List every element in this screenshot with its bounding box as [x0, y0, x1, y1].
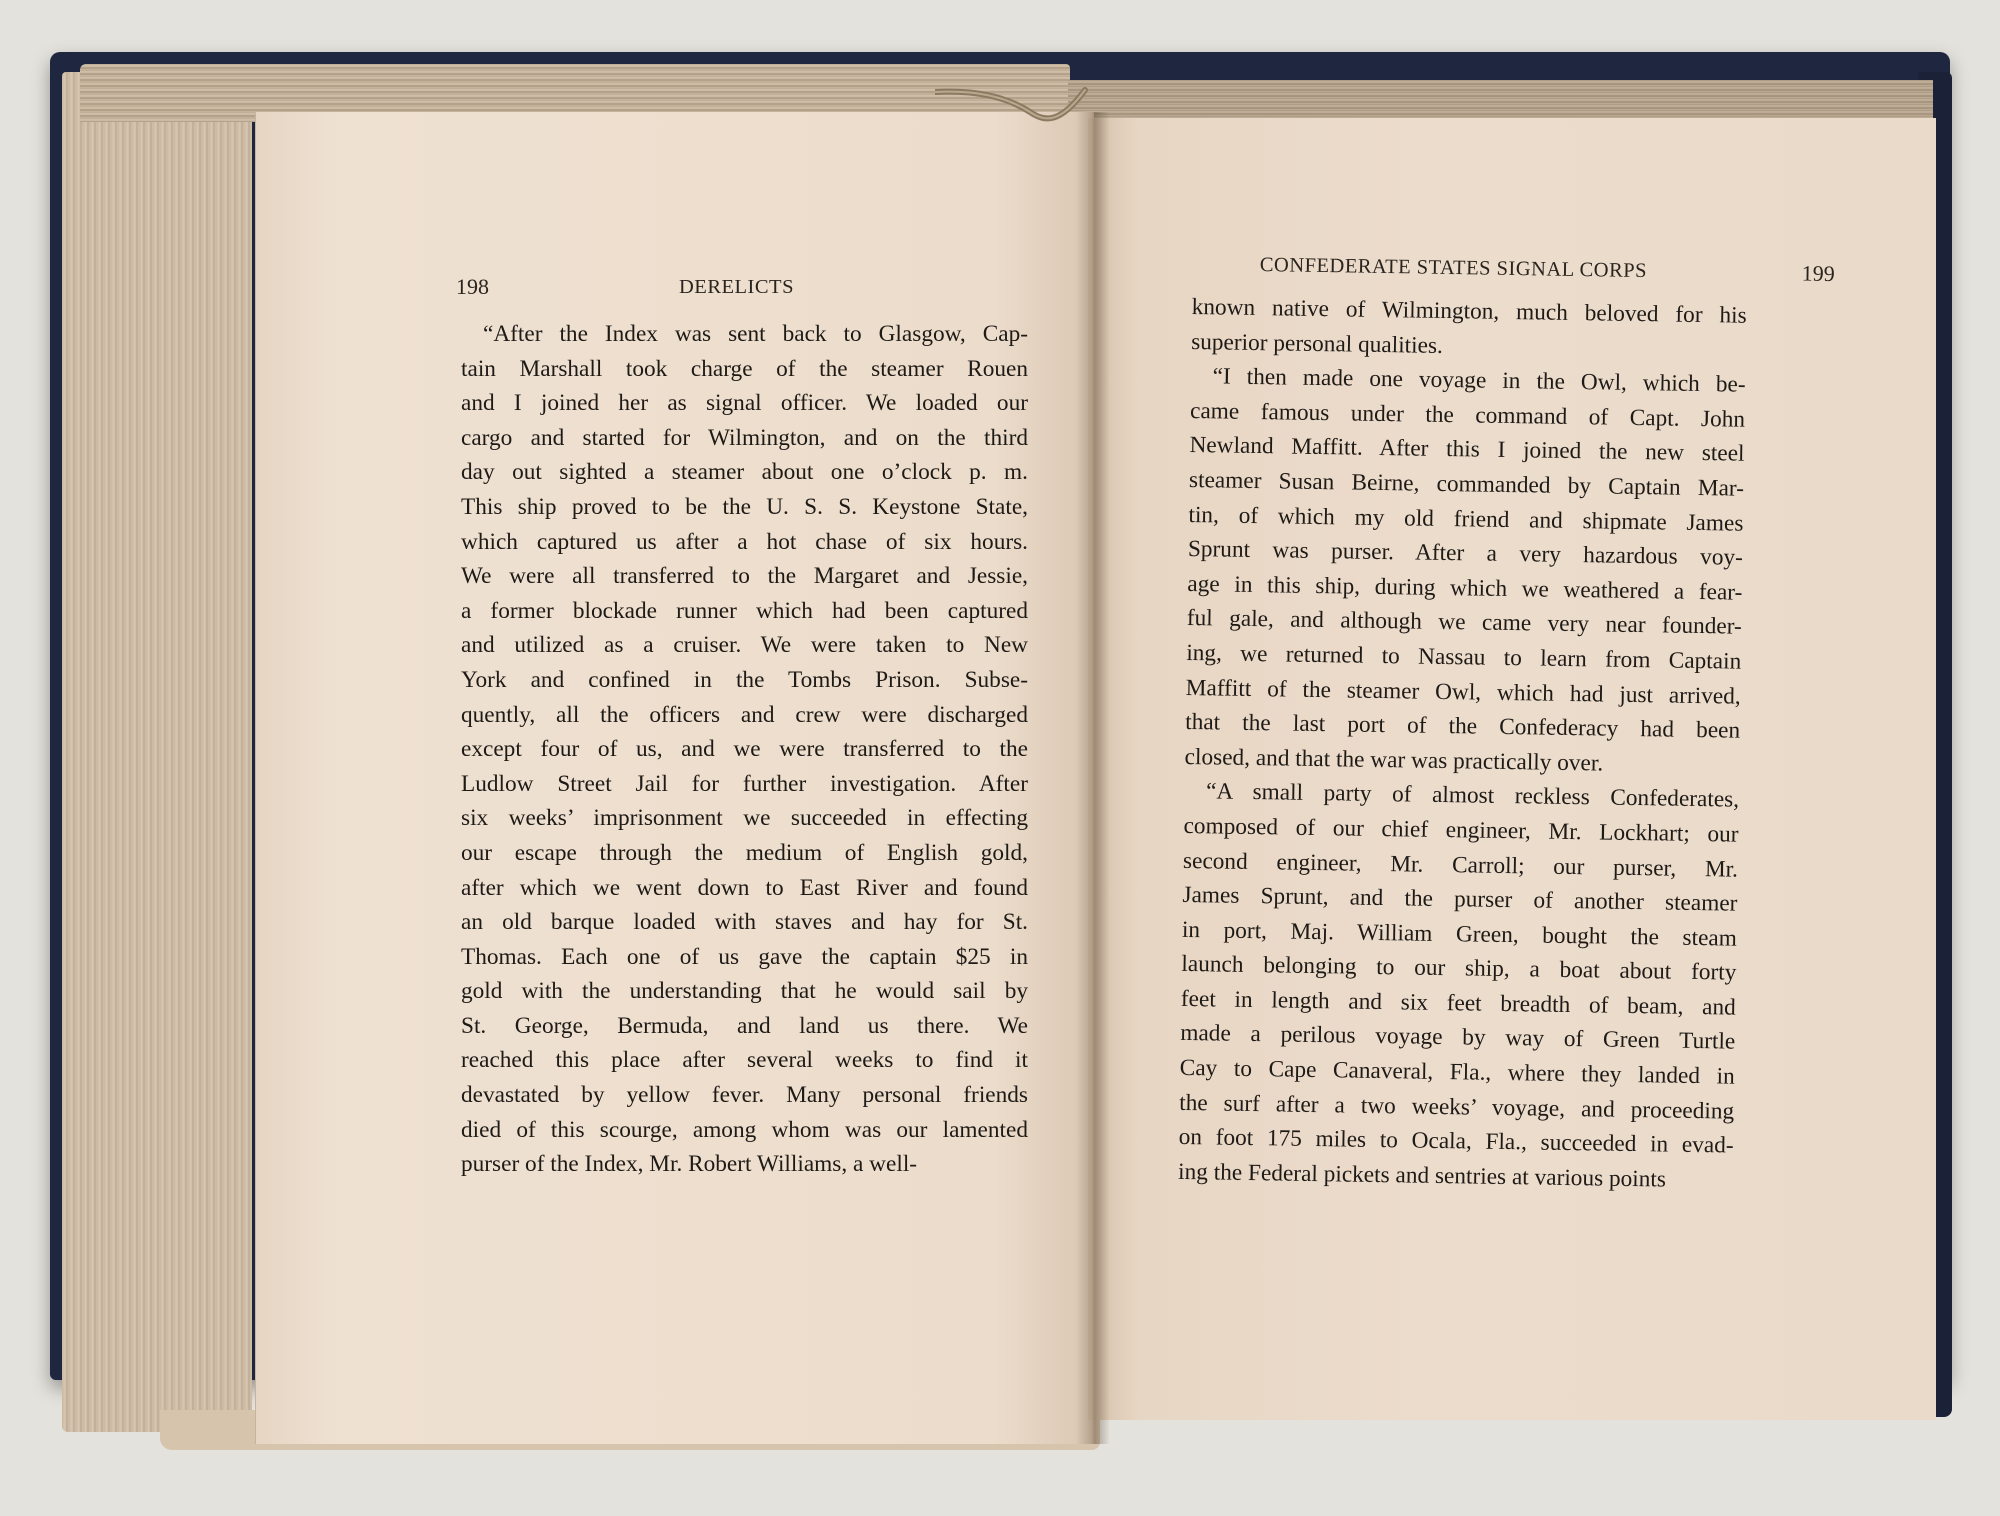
text-line: in port, Maj. William Green, bought the steam — [1181, 916, 1738, 952]
text-line: purser of the Index, Mr. Robert Williams, a well- — [461, 1151, 918, 1178]
text-line: the surf after a two weeks’ voyage, and proceeding — [1179, 1089, 1735, 1125]
text-line: ful gale, and although we came very near founder- — [1186, 605, 1742, 641]
right-page-text — [1178, 290, 1747, 1198]
top-page-edges-right — [1068, 80, 1933, 122]
text-line: and utilized as a cruiser. We were taken to New — [461, 632, 1028, 659]
text-line: made a perilous voyage by way of Green Turtle — [1180, 1020, 1736, 1056]
text-line: Maffitt of the steamer Owl, which had just arrived, — [1185, 674, 1741, 710]
text-line: We were all transferred to the Margaret and Jessie, — [461, 563, 1028, 590]
right-page-number: 199 — [1801, 260, 1835, 287]
bookmark-ribbon — [935, 82, 1095, 142]
text-line: Thomas. Each one of us gave the captain $25 in — [461, 943, 1028, 970]
text-line: tin, of which my old friend and shipmate James — [1188, 501, 1744, 537]
text-line: six weeks’ imprisonment we succeeded in effecting — [461, 805, 1028, 832]
text-line: York and confined in the Tombs Prison. Subse- — [461, 666, 1028, 693]
text-line: came famous under the command of Capt. John — [1189, 397, 1746, 433]
text-line: reached this place after several weeks to find it — [461, 1047, 1028, 1074]
text-line: day out sighted a steamer about one o’clock p. m. — [461, 459, 1028, 486]
text-line: second engineer, Mr. Carroll; our purser, Mr. — [1182, 847, 1739, 883]
text-line: superior personal qualities. — [1190, 328, 1444, 359]
text-line: steamer Susan Beirne, commanded by Captain Mar- — [1188, 466, 1745, 502]
text-line: after which we went down to East River and found — [461, 874, 1028, 901]
left-page — [255, 112, 1094, 1444]
right-header — [1260, 254, 1840, 293]
text-line: except four of us, and we were transferred to the — [461, 736, 1028, 763]
right-running-head: CONFEDERATE STATES SIGNAL CORPS — [1259, 254, 1648, 283]
text-line: feet in length and six feet breadth of beam, and — [1180, 985, 1737, 1021]
left-page-text — [461, 317, 1028, 1182]
text-line: “After the Index was sent back to Glasgow, Cap- — [483, 321, 1028, 347]
text-line: a former blockade runner which had been captured — [461, 597, 1028, 624]
text-line: launch belonging to our ship, a boat about forty — [1181, 951, 1737, 986]
text-line: Ludlow Street Jail for further investigation. After — [461, 770, 1028, 797]
text-line: died of this scourge, among whom was our lamented — [461, 1116, 1028, 1143]
text-line: ing the Federal pickets and sentries at various points — [1177, 1158, 1667, 1193]
text-line: age in this ship, during which we weathered a fear- — [1187, 570, 1743, 606]
text-line: Newland Maffitt. After this I joined the new steel — [1189, 432, 1745, 468]
text-line: that the last port of the Confederacy had been — [1185, 709, 1741, 744]
text-line: Sprunt was purser. After a very hazardous voy- — [1187, 536, 1744, 571]
text-line: an old barque loaded with staves and hay for St. — [461, 909, 1028, 936]
text-line: ing, we returned to Nassau to learn from Captain — [1186, 639, 1742, 675]
text-line: our escape through the medium of English gold, — [461, 839, 1028, 866]
text-line: devastated by yellow fever. Many personal friends — [461, 1082, 1028, 1109]
text-line: tain Marshall took charge of the steamer Rouen — [461, 355, 1028, 382]
text-line: St. George, Bermuda, and land us there. We — [461, 1012, 1028, 1039]
text-line: on foot 175 miles to Ocala, Fla., succeeded in evad- — [1178, 1124, 1734, 1159]
text-line: gold with the understanding that he would sail by — [461, 978, 1028, 1005]
text-line: “A small party of almost reckless Confederates, — [1205, 778, 1740, 813]
text-line: “I then made one voyage in the Owl, which be- — [1212, 363, 1746, 398]
text-line: James Sprunt, and the purser of another steamer — [1182, 882, 1738, 917]
text-line: Cay to Cape Canaveral, Fla., where they landed in — [1179, 1054, 1735, 1090]
text-line: known native of Wilmington, much beloved for his — [1191, 293, 1747, 329]
text-line: cargo and started for Wilmington, and on the third — [461, 424, 1028, 451]
text-line: composed of our chief engineer, Mr. Lockhart; our — [1183, 812, 1739, 848]
text-line: quently, all the officers and crew were discharged — [461, 701, 1028, 728]
book-gutter — [1076, 112, 1110, 1444]
left-page-number: 198 — [456, 274, 489, 299]
text-line: closed, and that the war was practically over. — [1184, 743, 1604, 777]
text-line: which captured us after a hot chase of six hours. — [461, 528, 1028, 555]
text-line: This ship proved to be the U. S. S. Keystone State, — [461, 493, 1028, 520]
left-running-head: DERELICTS — [679, 276, 794, 298]
page-stack-edge — [62, 72, 252, 1432]
text-line: and I joined her as signal officer. We loaded our — [461, 390, 1028, 417]
right-page — [1088, 118, 1936, 1420]
